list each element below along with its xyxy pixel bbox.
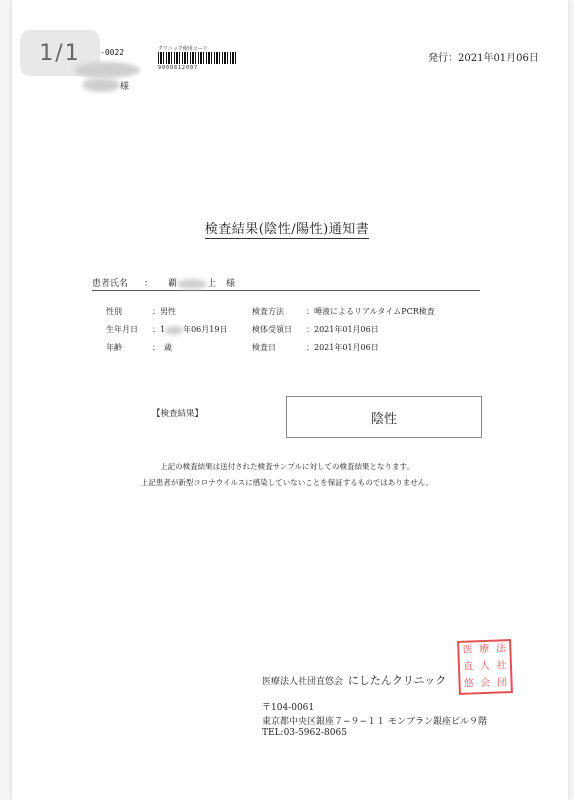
seal-char: 法 bbox=[495, 643, 507, 655]
barcode-number: 9000812007 bbox=[158, 65, 199, 71]
patient-id-code: -0022 bbox=[100, 48, 125, 57]
patient-suffix: 様 bbox=[226, 279, 236, 289]
barcode bbox=[158, 52, 238, 64]
seal-char: 悠 bbox=[463, 678, 475, 690]
result-label: 【検査結果】 bbox=[152, 409, 204, 419]
method-label: 検査方法 bbox=[252, 307, 284, 316]
received-date-value: ：2021年01月06日 bbox=[306, 325, 379, 334]
clinic-name: にしたんクリニック bbox=[347, 674, 447, 687]
patient-name-row bbox=[92, 274, 480, 291]
note-line: 上記患者が新型コロナウイルスに感染していないことを保証するものではありません。 bbox=[140, 478, 434, 487]
age-label: 年齢 bbox=[106, 343, 122, 352]
seal-char: 人 bbox=[479, 660, 491, 673]
redacted-area bbox=[74, 62, 140, 78]
redacted-area bbox=[177, 279, 207, 289]
test-date-value: ：2021年01月06日 bbox=[306, 343, 379, 352]
clinic-org: 医療法人社団直悠会 bbox=[262, 677, 344, 687]
method-value: ：唾液によるリアルタイムPCR検査 bbox=[306, 307, 435, 316]
received-date-label: 検体受領日 bbox=[252, 325, 292, 334]
clinic-postal: 〒104-0061 bbox=[262, 703, 315, 713]
document-title-text: 検査結果(陰性/陽性)通知書 bbox=[204, 222, 370, 237]
clinic-name-line bbox=[262, 672, 446, 688]
result-box bbox=[286, 396, 482, 438]
test-date-label: 検査日 bbox=[252, 343, 276, 352]
clinic-code-label: クリニック使用コード bbox=[158, 46, 208, 52]
dob-value-start: ：1 bbox=[152, 325, 166, 334]
redacted-area bbox=[165, 326, 183, 335]
document-title bbox=[0, 218, 574, 237]
seal-char: 団 bbox=[497, 676, 508, 689]
clinic-tel: TEL:03-5962-8065 bbox=[262, 728, 347, 738]
page-indicator: 1/1 bbox=[20, 30, 100, 76]
patient-name-visible: 覇 bbox=[168, 279, 178, 289]
dob-label: 生年月日 bbox=[106, 325, 138, 334]
seal-char: 会 bbox=[480, 677, 491, 689]
seal-char: 直 bbox=[463, 661, 474, 673]
seal-char: 療 bbox=[479, 644, 490, 656]
clinic-seal-stamp bbox=[457, 639, 513, 695]
issue-date: 発行：2021年01月06日 bbox=[428, 53, 539, 64]
sex-label: 性別 bbox=[106, 307, 122, 316]
seal-char: 社 bbox=[496, 660, 507, 672]
dob-value-end: 年06月19日 bbox=[183, 325, 228, 334]
note-line: 上記の検査結果は送付された検査サンプルに対しての検査結果となります。 bbox=[160, 462, 414, 471]
recipient-suffix: 様 bbox=[120, 82, 130, 92]
clinic-address: 東京都中央区銀座７−９−１１ モンブラン銀座ビル９階 bbox=[262, 717, 487, 727]
redacted-area bbox=[82, 78, 120, 92]
patient-name-tail: 上 bbox=[207, 279, 217, 289]
dob-value bbox=[152, 324, 227, 335]
colon: ： bbox=[144, 279, 154, 289]
seal-char: 医 bbox=[462, 644, 473, 657]
patient-name-label: 患者氏名 bbox=[92, 279, 129, 289]
patient-name bbox=[168, 276, 216, 289]
age-value: ： 歳 bbox=[152, 343, 172, 352]
sex-value: ：男性 bbox=[152, 307, 176, 316]
result-value: 陰性 bbox=[370, 411, 397, 427]
